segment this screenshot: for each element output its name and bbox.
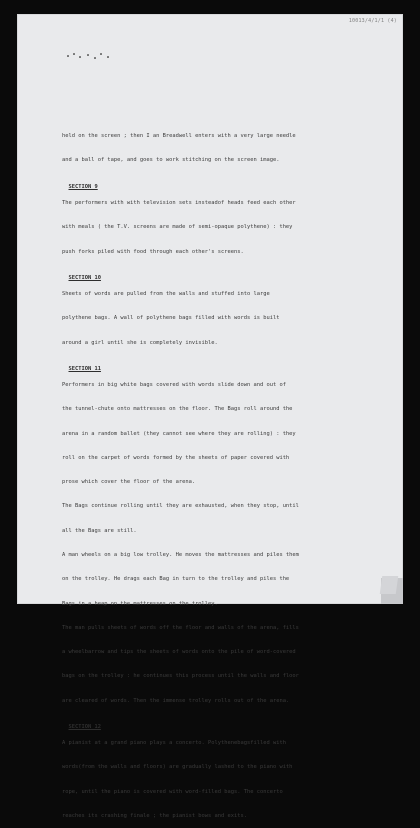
text-line: are cleared of words. Then the immense trolley rolls out of the arena. (62, 697, 290, 704)
text-line: with meals ( the T.V. screens are made of semi-opaque polythene) : they (62, 224, 293, 231)
text-line: and a ball of tape, and goes to work stitching on the screen image. (62, 157, 280, 164)
text-line: The Bags continue rolling until they are exhausted, when they stop, until (62, 503, 299, 510)
section-heading: SECTION 10 (68, 274, 101, 281)
text-line: reaches its crashing finale ; the pianist bows and exits. (62, 812, 247, 819)
text-line: Performers in big white bags covered with words slide down and out of (62, 382, 286, 388)
page-fold (380, 576, 399, 594)
text-line: around a girl until she is completely invisible. (62, 339, 218, 346)
text-line: arena in a random ballet (they cannot see where they are rolling) : they (62, 430, 296, 437)
ink-marks (67, 52, 117, 62)
text-line: prose which cover the floor of the arena. (62, 479, 196, 486)
text-line: A pianist at a grand piano plays a concerto. Polythenebagsfilled with (62, 740, 286, 747)
archive-reference: 10013/4/1/1 (4) (348, 18, 397, 24)
text-line: Sheets of words are pulled from the walls and stuffed into large (62, 290, 270, 297)
section-heading: SECTION 12 (68, 723, 101, 730)
text-line: push forks piled with food through each other's screens. (62, 248, 244, 255)
section-heading: SECTION 11 (68, 365, 101, 372)
text-line: words(from the walls and floors) are gradually lashed to the piano with (62, 764, 293, 771)
text-line: rope, until the piano is covered with word-filled bags. The concerto (62, 788, 283, 795)
section-heading: SECTION 9 (68, 183, 98, 190)
text-line: A man wheels on a big low trolley. He moves the mattresses and piles them (62, 551, 299, 558)
text-line: on the trolley. He drags each Bag in turn to the trolley and piles the (62, 576, 290, 583)
text-line: The man pulls sheets of words off the floor and walls of the arena, fills (62, 624, 299, 631)
text-line: all the Bags are still. (62, 527, 137, 534)
text-line: the tunnel-chute onto mattresses on the floor. The Bags roll around the (62, 406, 293, 413)
text-line: bags on the trolley : he continues this process until the walls and floor (62, 673, 299, 680)
text-line: a wheelbarrow and tips the sheets of words onto the pile of word-covered (62, 649, 296, 656)
typescript-body (62, 116, 358, 828)
text-line: held on the screen ; then I an Breadwell enters with a very large needle (62, 133, 296, 140)
text-line: polythene bags. A wall of polythene bags filled with words is built (62, 315, 280, 322)
text-line: The performers with with television sets insteadof heads feed each other (62, 199, 296, 206)
text-line: Bags in a heap on the mattresses on the trolley. (62, 600, 218, 607)
text-line: roll on the carpet of words formed by the sheets of paper covered with (62, 454, 290, 461)
